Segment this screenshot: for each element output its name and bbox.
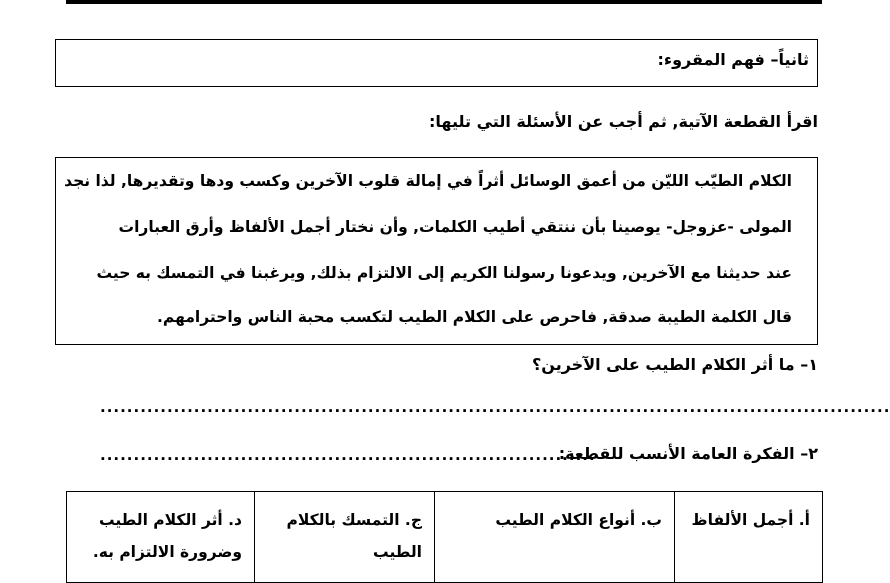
section-title: ثانياً– فهم المقروء: [657, 50, 809, 69]
choice-d[interactable]: د. أثر الكلام الطيب وضرورة الالتزام به. [67, 492, 255, 583]
choices-table [66, 491, 823, 583]
answer-line-2[interactable]: .......................................................................... [100, 446, 596, 464]
choice-b[interactable]: ب. أنواع الكلام الطيب [435, 492, 675, 583]
section-header-box [55, 39, 818, 87]
question-1: ١– ما أثر الكلام الطيب على الآخرين؟ [532, 355, 818, 374]
passage-line: الكلام الطيّب الليّن من أعمق الوسائل أثراً في إمالة قلوب الآخرين وكسب ودها وتقديرها, لذا نجد [64, 172, 792, 190]
choice-a[interactable]: أ. أجمل الألفاظ [675, 492, 823, 583]
passage-line: عند حديثنا مع الآخرين, ويدعونا رسولنا الكريم إلى الالتزام بذلك, ويرغبنا في التمسك به حيث [96, 264, 792, 282]
passage-line: قال الكلمة الطيبة صدقة, فاحرص على الكلام الطيب لتكسب محبة الناس واحترامهم. [157, 308, 792, 326]
passage-box [55, 157, 818, 345]
answer-line-1[interactable]: ...................................................................................................................... [100, 398, 890, 416]
question-2: ٢– الفكرة العامة الأنسب للقطعة: [558, 444, 818, 463]
instruction-text: اقرأ القطعة الآتية, ثم أجب عن الأسئلة التي تليها: [429, 112, 818, 131]
passage-line: المولى -عزوجل- يوصينا بأن ننتقي أطيب الكلمات, وأن نختار أجمل الألفاظ وأرق العبارات [118, 218, 792, 236]
top-rule [66, 0, 822, 4]
choice-c[interactable]: ج. التمسك بالكلام الطيب [255, 492, 435, 583]
